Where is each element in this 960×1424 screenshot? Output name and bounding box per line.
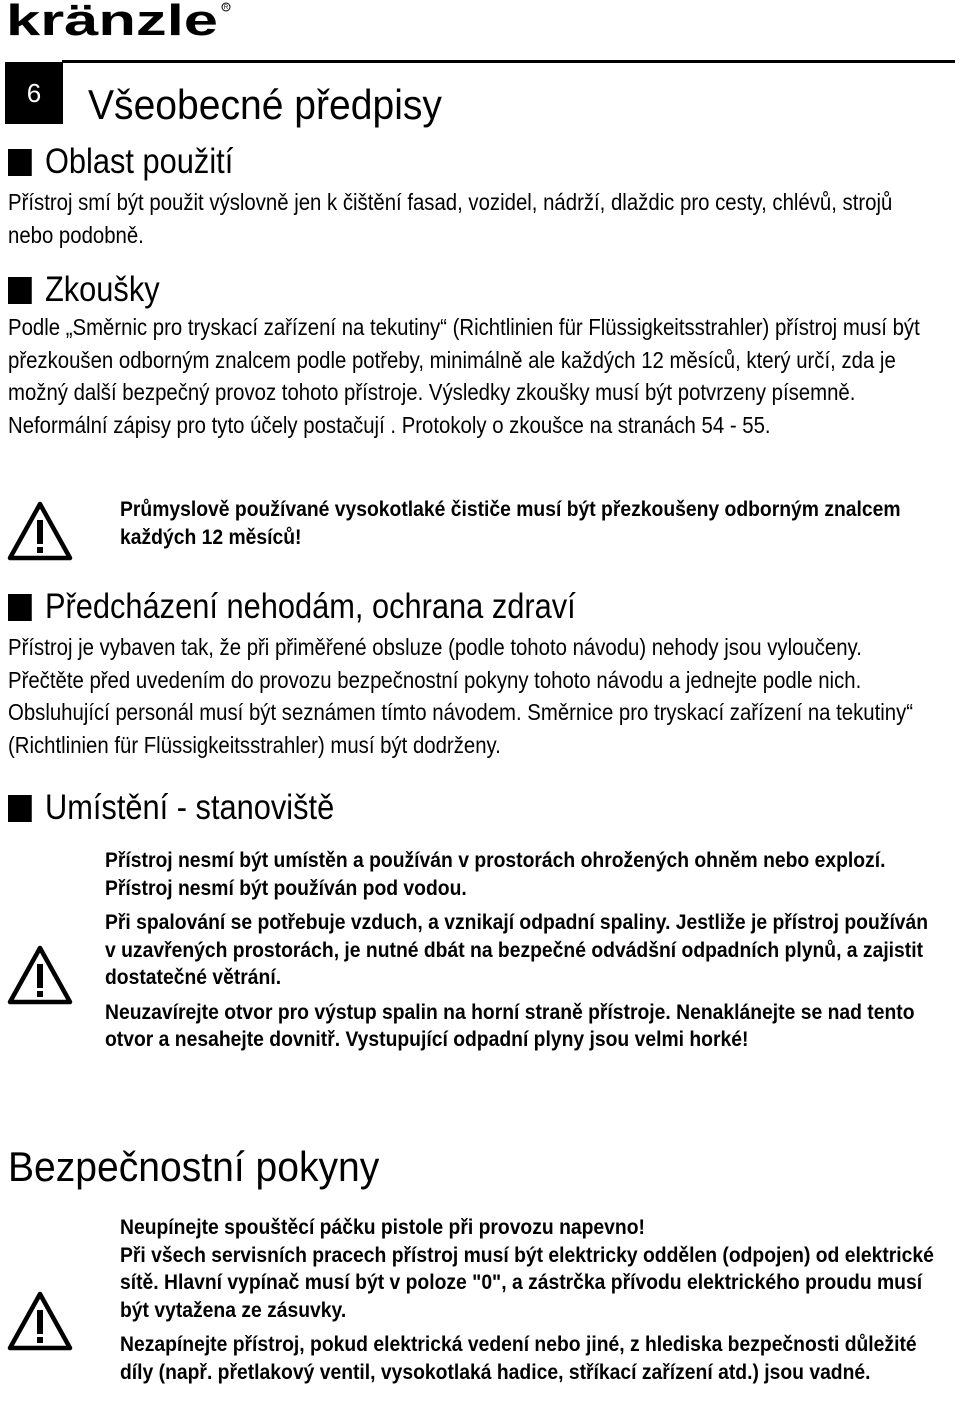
section-heading-predchazeni: Předcházení nehodám, ochrana zdraví (8, 585, 576, 629)
bullet-square-icon (8, 149, 32, 176)
bullet-square-icon (8, 594, 32, 621)
bezpecnost-warning-2: Při všech servisních pracech přístroj musí být elektricky oddělen (odpojen) od elektrické sítě. Hlavní vypínač musí být v poloze "0", a zástrčka přívodu elektrického proudu musí být vytažena ze zásuvky. (120, 1243, 934, 1322)
bezpecnost-warning-3: Nezapínejte přístroj, pokud elektrická vedení nebo jiné, z hlediska bezpečnosti důležité díly (např. přetlakový ventil, vysokotlaká hadice, stříkací zařízení atd.) jsou vadné. (120, 1333, 917, 1384)
svg-text:R: R (223, 5, 229, 11)
warning-triangle-icon (6, 944, 74, 1006)
bullet-square-icon (8, 795, 32, 822)
page-title: Všeobecné předpisy (88, 81, 442, 128)
umisteni-warnings (105, 847, 942, 1054)
warning-triangle-icon (6, 1290, 74, 1352)
umisteni-warning-2: Při spalování se potřebuje vzduch, a vznikají odpadní spaliny. Jestliže je přístroj používán v uzavřených prostorách, je nutné dbát na bezpečné odvádšní odpadních plynů, a zajistit dostatečné větrání. (105, 911, 929, 989)
logo-text: kränzle (6, 2, 218, 38)
section-heading-oblast: Oblast použití (8, 140, 233, 184)
zkousky-text: Podle „Směrnic pro tryskací zařízení na tekutiny“ (Richtlinien für Flüssigkeitsstrahler) přístroj musí být přezkoušen odborným znalcem podle potřeby, minimálně ale každých 12 měsíců, který určí, zda je možný další bezpečný provoz tohoto přístroje. Výsledky zkoušky musí být potvrzeny písemně. Neformální zápisy pro tyto účely postačují . Protokoly o zkoušce na stranách 54 - 55. (8, 314, 920, 438)
umisteni-warning-1: Přístroj nesmí být umístěn a používán v prostorách ohrožených ohněm nebo explozí. Přístroj nesmí být používán pod vodou. (105, 849, 886, 900)
predchazeni-text: Přístroj je vybaven tak, že při přiměřené obsluze (podle tohoto návodu) nehody jsou vyloučeny. Přečtěte před uvedením do provozu bezpečnostní pokyny tohoto návodu a jednejte podle nich. Obsluhující personál musí být seznámen tímto návodem. Směrnice pro tryskací zařízení na tekutiny“ (Richtlinien für Flüssigkeitsstrahler) musí být dodrženy. (8, 634, 914, 758)
kranzle-logo (6, 2, 232, 38)
section-heading-zkousky: Zkoušky (8, 268, 160, 312)
bullet-square-icon (8, 277, 32, 304)
umisteni-warning-3: Neuzavírejte otvor pro výstup spalin na horní straně přístroje. Nenaklánejte se nad tento otvor a nesahejte dovnitř. Vystupující odpadní plyny jsou velmi horké! (105, 1000, 915, 1051)
section-heading-umisteni: Umístění - stanoviště (8, 786, 334, 830)
bezpecnost-warning-1: Neupínejte spouštěcí páčku pistole při provozu napevno! (120, 1216, 645, 1239)
header-rule (62, 60, 955, 63)
zkousky-warning: Průmyslově používané vysokotlaké čističe musí být přezkoušeny odborným znalcem každých 12 měsíců! (120, 498, 901, 549)
safety-title: Bezpečnostní pokyny (8, 1143, 380, 1190)
warning-triangle-icon (6, 500, 74, 562)
page-number: 6 (5, 62, 63, 124)
bezpecnost-warnings (120, 1214, 939, 1386)
oblast-text: Přístroj smí být použit výslovně jen k čištění fasad, vozidel, nádrží, dlaždic pro cesty, chlévů, strojů nebo podobně. (8, 189, 893, 248)
